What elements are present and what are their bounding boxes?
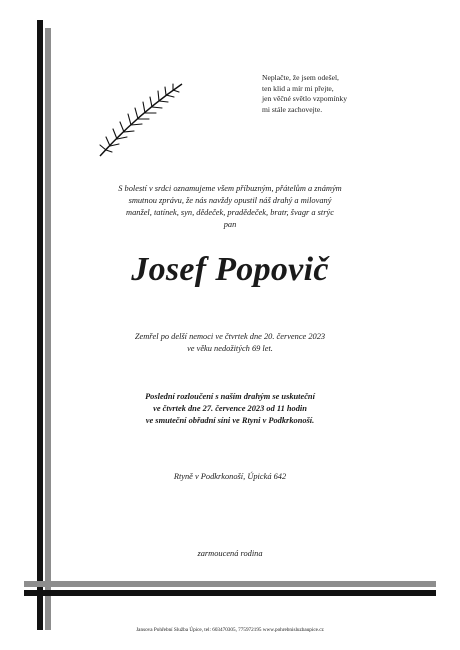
announcement-line: smutnou zprávu, že nás navždy opustil náš drahý a milovaný <box>128 196 332 205</box>
border-horizontal-gray <box>24 581 436 587</box>
border-horizontal-black <box>24 590 436 596</box>
wheat-branch-icon <box>96 80 186 158</box>
funeral-service-footer: Jansova Pohřební Služba Úpice, tel: 603470305, 775972195 www.pohrebnisluzbaupice.cz <box>136 627 324 633</box>
death-notice-line: ve věku nedožitých 69 let. <box>187 344 273 353</box>
memorial-poem <box>262 73 402 115</box>
poem-line: mi stále zachovejte. <box>262 104 323 114</box>
family-address: Rtyně v Podkrkonoší, Úpická 642 <box>173 472 287 481</box>
poem-line: jen věčné světlo vzpomínky <box>262 94 347 103</box>
funeral-line: ve smuteční obřadní síni ve Rtyni v Podkrkonoší. <box>145 416 315 425</box>
announcement <box>60 183 400 231</box>
border-vertical-black <box>37 20 43 630</box>
poem-line: ten klid a mír mi přejte, <box>262 83 334 93</box>
announcement-line: S bolestí v srdci oznamujeme všem příbuzným, přátelům a známým <box>118 184 342 193</box>
funeral-line: Poslední rozloučení s naším drahým se uskuteční <box>145 392 315 401</box>
death-notice <box>60 331 400 355</box>
family-signature: zarmoucená rodina <box>197 549 263 558</box>
announcement-line: manžel, tatínek, syn, dědeček, pradědeček, bratr, švagr a strýc <box>126 208 334 217</box>
border-vertical-gray <box>45 28 51 630</box>
announcement-line: pan <box>223 220 237 229</box>
funeral-line: ve čtvrtek dne 27. července 2023 od 11 hodin <box>153 404 307 413</box>
deceased-name: Josef Popovič <box>131 251 329 288</box>
poem-line: Neplačte, že jsem odešel, <box>262 73 339 82</box>
death-notice-line: Zemřel po delší nemoci ve čtvrtek dne 20. července 2023 <box>134 332 326 341</box>
funeral-details <box>60 391 400 427</box>
